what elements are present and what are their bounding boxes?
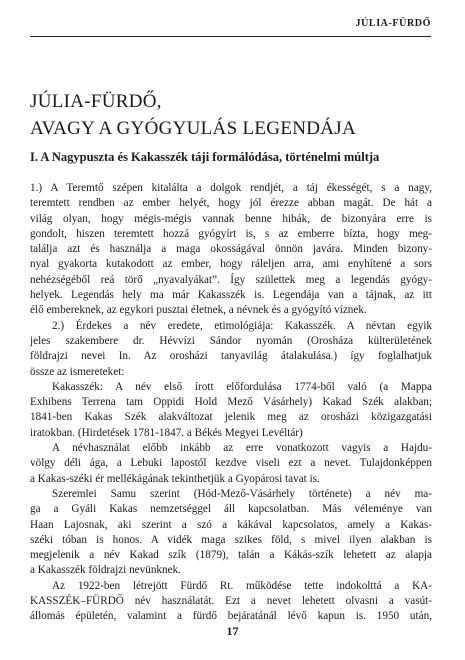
running-head: JÚLIA-FÜRDŐ [355,18,431,29]
text-line: A névhasználat előbb inkább az erre vonatkozott vagyis a Hajdu- [52,442,432,455]
text-line: élő embereknek, az egykori pusztai életnek, a névnek és a gyógyító víznek. [30,304,367,317]
text-line: világ olyan, hogy mégis-mégis vannak benne hibák, de bizonyára erre is [30,212,432,225]
section-heading: I. A Nagypuszta és Kakasszék táji formálódása, történelmi múltja [30,150,380,164]
text-line: 2.) Érdekes a név eredete, etimológiája: Kakasszék. A névtan egyik [52,319,432,332]
text-line: jeles szakembere dr. Hévvízi Sándor nyomán (Orosháza külterületének [30,334,432,347]
text-line: 1841-ben Kakas Szék alakváltozat jelenik meg az orosházi közigazgatási [30,411,432,424]
text-line: a Kakasszék földrajzi nevünknek. [30,564,181,577]
text-line: ga a Gyáli Kakas nemzetséggel áll kapcsolatban. Más véleménye van [30,503,432,516]
text-line: völgy déli ága, a Lebuki lapostól kezdve viseli ezt a nevet. Tulajdonképpen [30,457,432,470]
text-line: Kakasszék: A név első írott előfordulása 1774-ből való (a Mappa [52,380,432,393]
text-line: nehézségéből reá törő „nyavalyákat”. Így születtek meg a legendás gyógy- [30,273,432,286]
text-line: nyal gyakorta kutakodott az ember, hogy ráleljen arra, ami enyhítené a sors [30,258,432,271]
text-line: iratokban. (Hirdetések 1781-1847. a Békés Megyei Levéltár) [30,426,303,439]
text-line: Szeremlei Samu szerint (Hód-Mező-Vásárhely története) a név ma- [52,487,432,500]
text-line: teremtett rendben az ember helyét, hogy jól érezze abban magát. De hát a [30,197,432,210]
body-text [30,181,432,625]
text-line: széki tóban is honos. A vidék maga szikes föld, s mivel ilyen alakban is [30,533,432,546]
text-line: földrajzi nevei In. Az orosházi tanyavilág átalakulása.) így foglalhatjuk [30,350,432,363]
text-line: KASSZÉK–FÜRDŐ név használatát. Ezt a nevet lehetett olvasni a vasút- [30,595,432,608]
chapter-title-line-2: AVAGY A GYÓGYULÁS LEGENDÁJA [30,118,357,139]
header-rule [30,36,431,37]
chapter-title-line-1: JÚLIA-FÜRDŐ, [30,91,162,112]
text-line: megjelenik a név Kakad szík (1879), talán a Kákás-szík lehetett az alapja [30,549,432,562]
text-line: a Kakas-széki ér mellékágának tekinthetjük a Gyopárosi tavat is. [30,472,320,485]
text-line: 1.) A Teremtő szépen kitalálta a dolgok rendjét, a táj ékességét, s a nagy, [30,182,432,194]
text-line: Haan Lajosnak, aki szerint a szó a kákával kapcsolatos, amely a Kakas- [30,518,432,531]
text-line: találja azt és használja a maga okosságával önnön javára. Minden bizony- [30,243,432,256]
text-line: állomás épületén, valamint a fürdő bejáratánál lévő kapun is. 1950 után, [30,610,432,623]
text-line: Az 1922-ben létrejött Fürdő Rt. működése tette indokolttá a KA- [52,579,432,592]
text-line: gondolt, hiszen teremtett hozzá gyógyírt is, s az emberre bízta, hogy meg- [30,227,432,240]
text-line: helyek. Legendás hely ma már Kakasszék is. Legendája van a tájnak, az itt [30,289,432,302]
page-number: 17 [226,624,239,638]
text-line: Exhibens Terrena tam Oppidi Hold Mező Vásárhely) Kakad Szék alakban; [30,396,432,409]
text-line: össze az ismereteket: [30,365,125,378]
chapter-title [30,88,430,142]
